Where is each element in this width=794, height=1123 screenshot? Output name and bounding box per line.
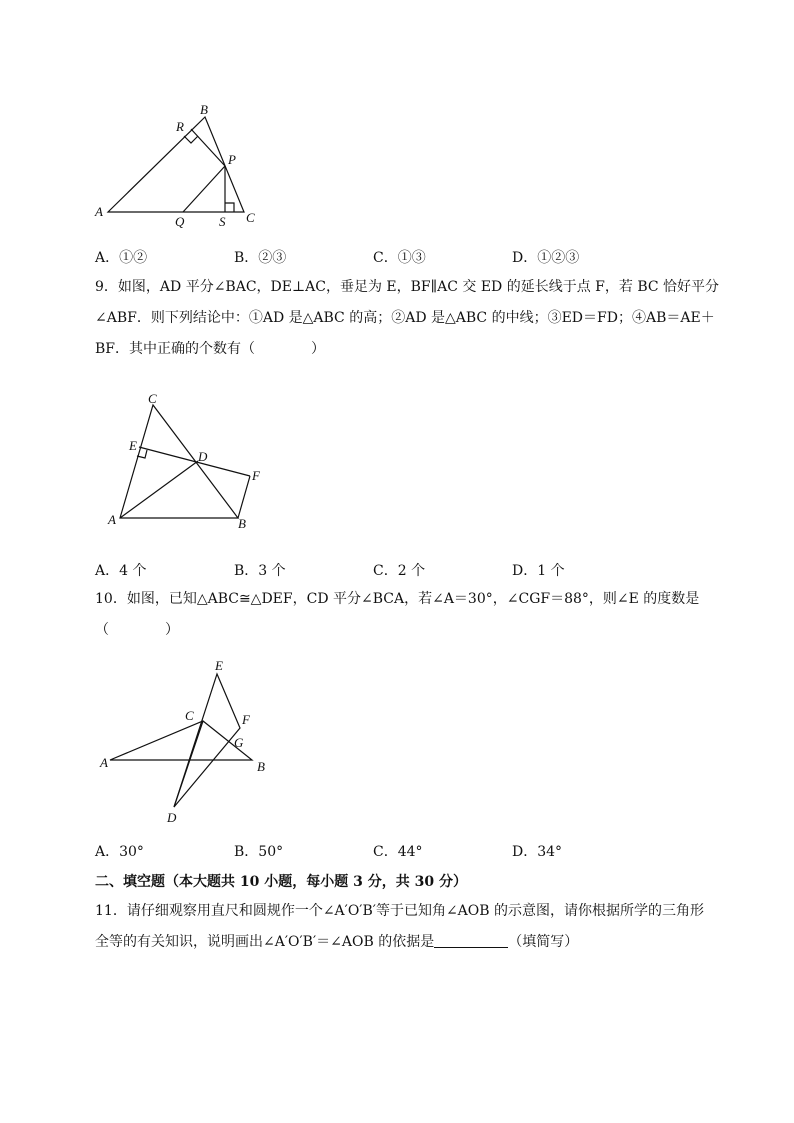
q11-text (95, 896, 710, 958)
segment-bf (238, 476, 250, 518)
q11-line-2-suffix: （填简写） (508, 934, 579, 950)
q11-line-2 (95, 927, 710, 958)
label-s: S (219, 214, 226, 229)
label-c: C (148, 391, 157, 406)
q9-option-d[interactable]: D．1 个 (512, 563, 565, 579)
label-a: A (95, 204, 103, 219)
q9-line-3: BF．其中正确的个数有（ ） (95, 341, 326, 357)
segment-cd (174, 721, 203, 807)
right-angle-s (225, 203, 234, 212)
q10-option-b[interactable]: B．50° (234, 844, 284, 860)
q8-option-d[interactable]: D．①②③ (512, 250, 580, 266)
figure-q9 (100, 385, 280, 535)
right-angle-r (184, 136, 198, 143)
q9-option-c[interactable]: C．2 个 (373, 563, 426, 579)
segment-rp (191, 129, 225, 166)
figure-q8 (90, 100, 270, 235)
segment-ef (139, 447, 250, 476)
label-c: C (185, 708, 194, 723)
triangle-def (174, 674, 240, 807)
q9-options (95, 560, 715, 580)
q10-line-1: 10．如图，已知△ABC≅△DEF，CD 平分∠BCA，若∠A＝30°，∠CGF＝88°，则∠E 的度数是 (95, 591, 700, 607)
q8-option-c[interactable]: C．①③ (373, 250, 426, 266)
q9-line-2: ∠ABF．则下列结论中：①AD 是△ABC 的高；②AD 是△ABC 的中线；③ED＝FD；④AB＝AE＋ (95, 310, 715, 326)
q8-option-b[interactable]: B．②③ (234, 250, 287, 266)
label-a: A (100, 755, 108, 770)
label-b: B (238, 516, 246, 531)
label-q: Q (175, 214, 185, 229)
q9-option-b[interactable]: B．3 个 (234, 563, 286, 579)
label-p: P (228, 152, 236, 167)
q11-line-1: 11．请仔细观察用直尺和圆规作一个∠A′O′B′等于已知角∠AOB 的示意图，请你根据所学的三角形 (95, 903, 705, 919)
triangle-abc (120, 405, 238, 518)
label-f: F (252, 468, 260, 483)
segment-qp (183, 166, 225, 212)
q10-line-2: （ ） (95, 622, 179, 638)
label-f: F (242, 712, 250, 727)
answer-blank[interactable] (434, 933, 508, 948)
q9-line-1: 9．如图，AD 平分∠BAC，DE⊥AC，垂足为 E，BF∥AC 交 ED 的延长线于点 F，若 BC 恰好平分 (95, 279, 720, 295)
q8-options (95, 247, 715, 267)
label-c: C (246, 210, 255, 225)
q8-option-a[interactable]: A．①② (95, 250, 148, 266)
segment-ad (120, 461, 198, 518)
q9-option-a[interactable]: A．4 个 (95, 563, 147, 579)
q10-option-a[interactable]: A．30° (95, 844, 144, 860)
q10-option-c[interactable]: C．44° (373, 844, 423, 860)
q10-options (95, 841, 715, 861)
q11-line-2-prefix: 全等的有关知识，说明画出∠A′O′B′＝∠AOB 的依据是 (95, 934, 435, 950)
label-g: G (234, 735, 244, 750)
q9-text (95, 272, 720, 365)
label-e: E (215, 658, 223, 673)
q10-option-d[interactable]: D．34° (512, 844, 563, 860)
label-d: D (167, 810, 177, 825)
label-b: B (257, 759, 265, 774)
triangle-abc (110, 721, 252, 760)
label-e: E (129, 438, 137, 453)
section-heading: 二、填空题（本大题共 10 小题，每小题 3 分，共 30 分） (95, 874, 467, 890)
label-d: D (198, 449, 208, 464)
q10-text (95, 584, 710, 646)
label-a: A (108, 512, 116, 527)
label-b: B (200, 102, 208, 117)
label-r: R (176, 119, 184, 134)
figure-q10 (90, 655, 280, 830)
